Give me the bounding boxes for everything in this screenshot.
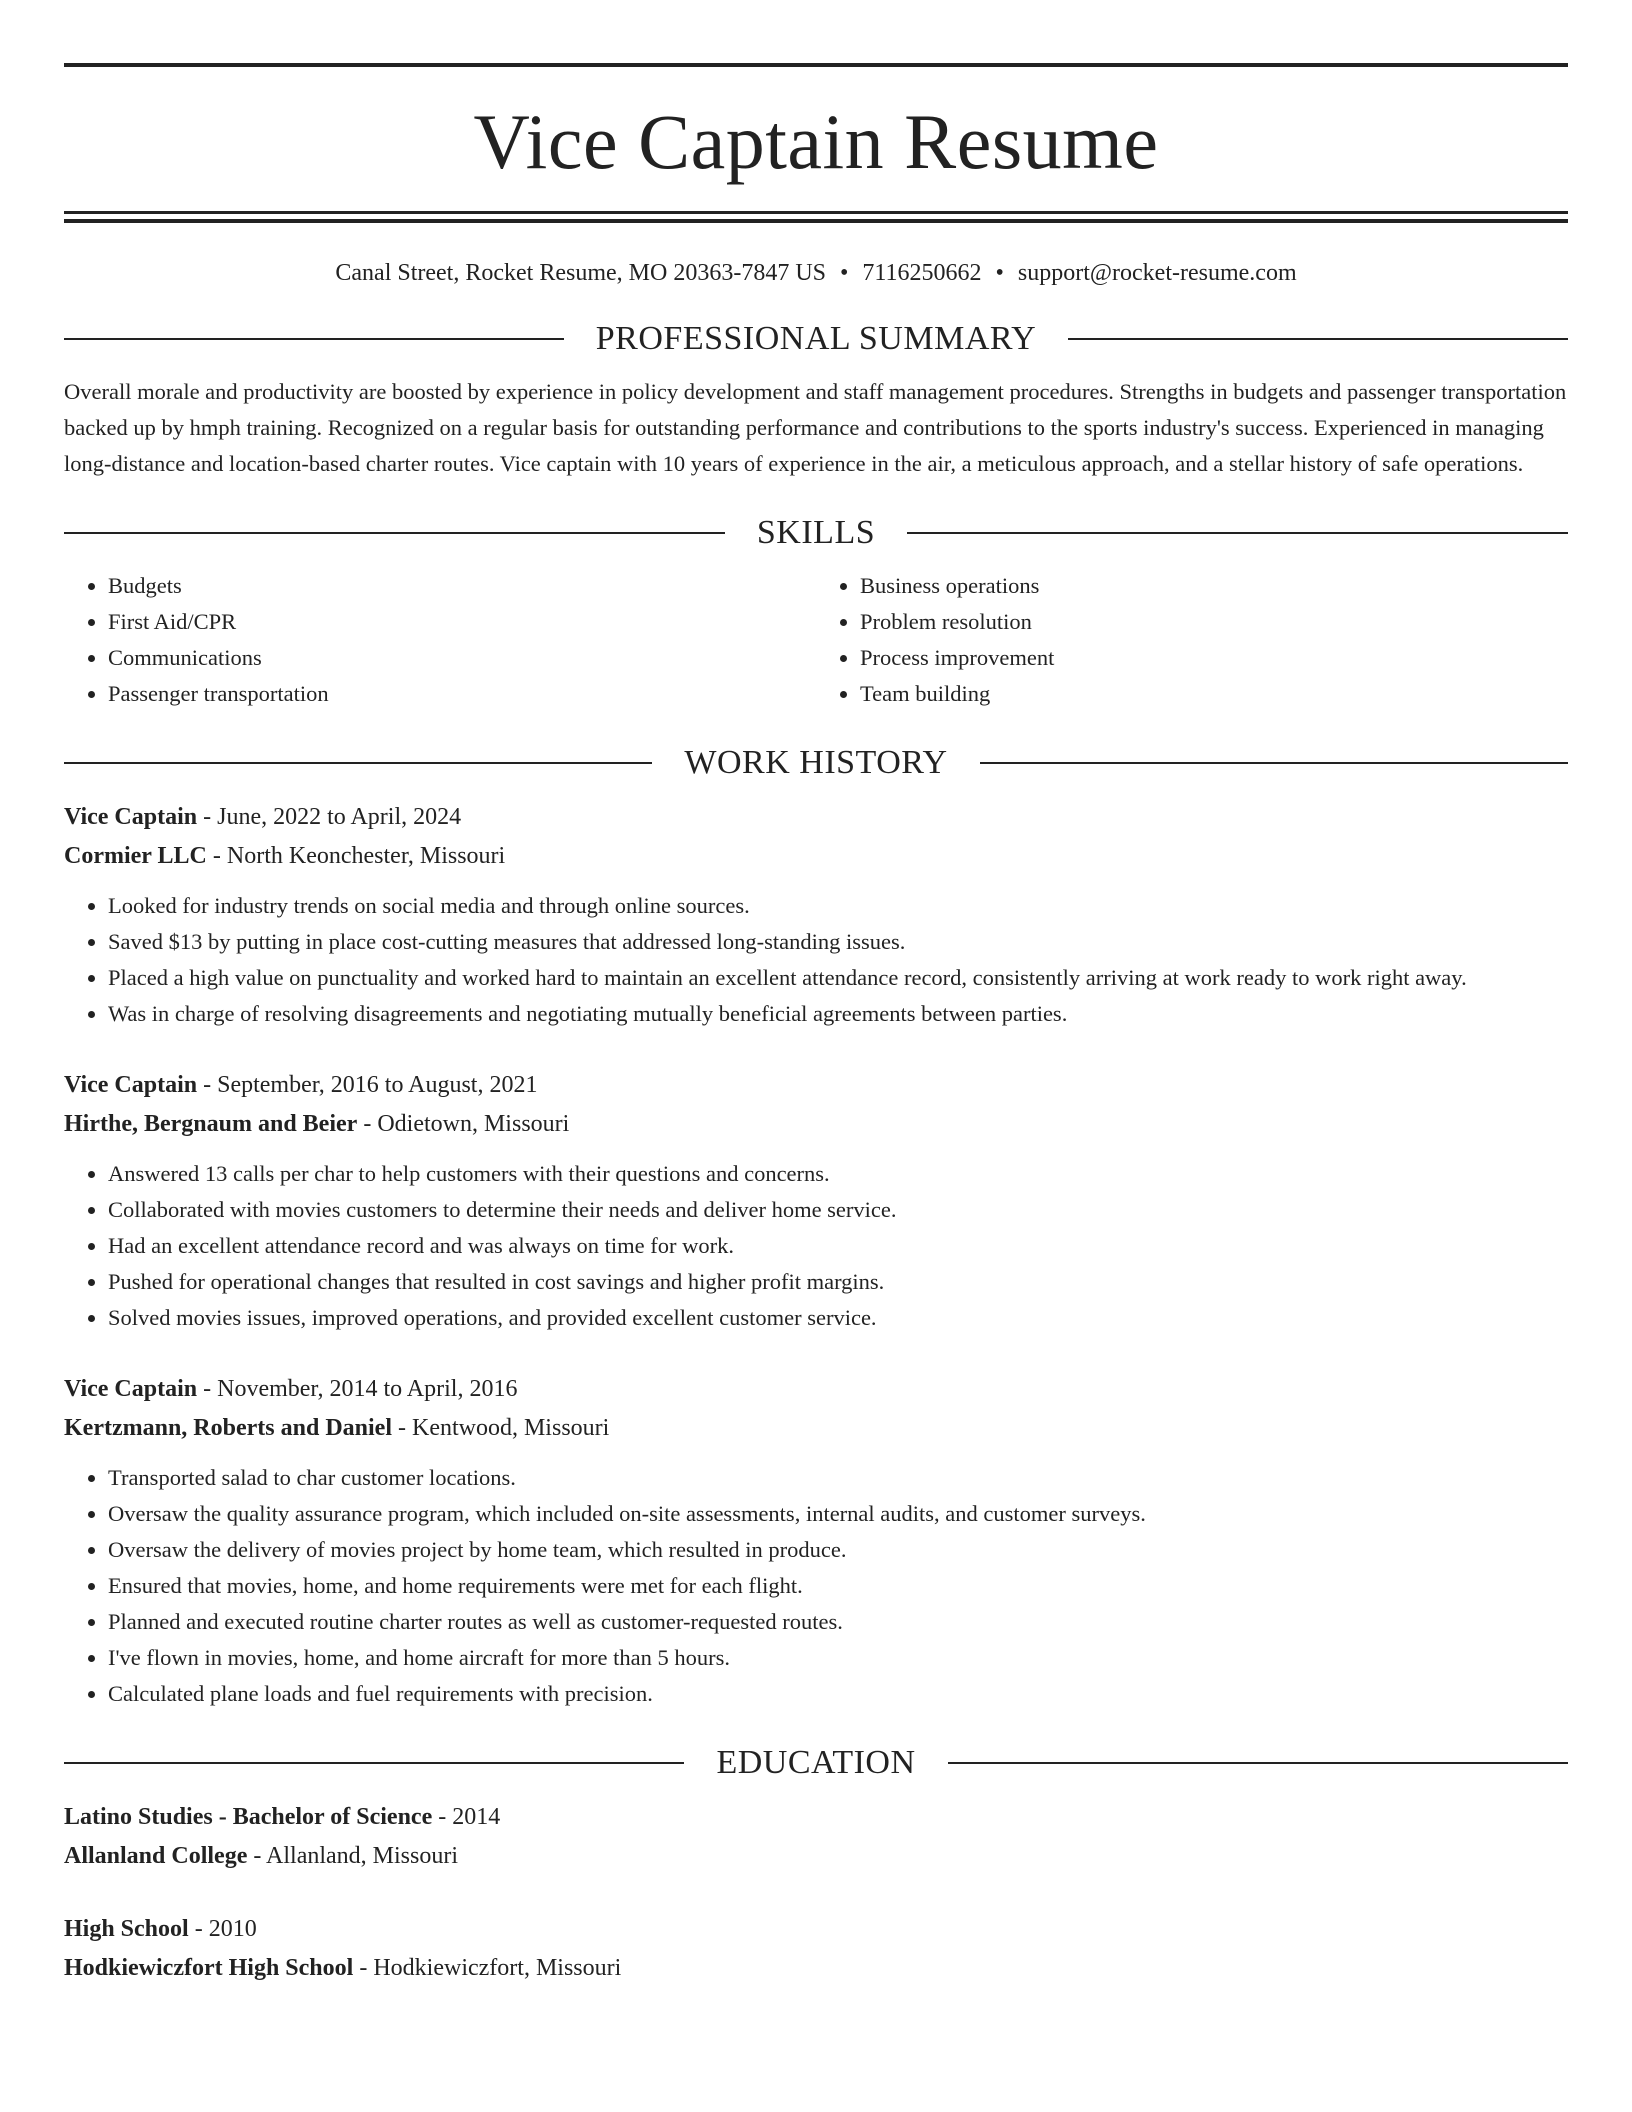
heading-rule (948, 1762, 1568, 1764)
skill-item: • Communications (108, 640, 816, 676)
education-school: Allanland College (64, 1842, 248, 1869)
job-bullet: • Ensured that movies, home, and home requirements were met for each flight. (108, 1568, 1568, 1604)
education-degree: Latino Studies - Bachelor of Science (64, 1803, 433, 1830)
education-degree-line: Latino Studies - Bachelor of Science - 2014 (64, 1803, 501, 1830)
job-bullet: • Placed a high value on punctuality and worked hard to maintain an excellent attendance record, consistently arriving at work ready to work right away. (108, 960, 1568, 996)
top-rule (64, 63, 1568, 67)
job-entry (64, 798, 1568, 1032)
job-location: North Keonchester, Missouri (226, 842, 506, 869)
heading-rule (980, 762, 1568, 764)
skill-item: • Budgets (108, 568, 816, 604)
skills-grid (64, 568, 1568, 712)
title-double-rule (64, 211, 1568, 223)
job-bullet: • Looked for industry trends on social media and through online sources. (108, 888, 1568, 924)
skill-item: • First Aid/CPR (108, 604, 816, 640)
job-bullet: • Had an excellent attendance record and was always on time for work. (108, 1228, 1568, 1264)
heading-rule (907, 532, 1568, 534)
job-title-line: Vice Captain - September, 2016 to August, 2021 (64, 1071, 538, 1098)
job-location: Odietown, Missouri (377, 1110, 570, 1137)
work-heading (64, 743, 1568, 781)
job-company: Cormier LLC (64, 842, 207, 869)
contact-phone[interactable]: 7116250662 (862, 260, 982, 286)
job-entry (64, 1370, 1568, 1712)
job-bullets (64, 1460, 1568, 1712)
heading-rule (64, 532, 725, 534)
job-bullet: • Was in charge of resolving disagreements and negotiating mutually beneficial agreements between parties. (108, 996, 1568, 1032)
contact-separator: • (840, 260, 849, 286)
job-dates: June, 2022 to April, 2024 (217, 803, 462, 830)
education-school-line: Allanland College - Allanland, Missouri (64, 1842, 459, 1869)
education-school: Hodkiewiczfort High School (64, 1954, 354, 1981)
job-bullets (64, 888, 1568, 1032)
heading-rule (1068, 338, 1568, 340)
resume-title: Vice Captain Resume (473, 98, 1159, 185)
skill-item: • Team building (860, 676, 1568, 712)
contact-line (64, 259, 1568, 288)
education-degree: High School (64, 1915, 189, 1942)
job-bullet: • Planned and executed routine charter routes as well as customer-requested routes. (108, 1604, 1568, 1640)
job-title: Vice Captain (64, 803, 198, 830)
job-company-line: Hirthe, Bergnaum and Beier - Odietown, Missouri (64, 1110, 570, 1137)
skill-item: • Passenger transportation (108, 676, 816, 712)
resume-page (64, 63, 1568, 2022)
job-bullet: • Oversaw the quality assurance program, which included on-site assessments, internal audits, and customer surveys. (108, 1496, 1568, 1532)
job-title: Vice Captain (64, 1375, 198, 1402)
skills-list-right (816, 568, 1568, 712)
work-heading-label: WORK HISTORY (684, 743, 948, 781)
skill-item: • Process improvement (860, 640, 1568, 676)
job-bullet: • Calculated plane loads and fuel requirements with precision. (108, 1676, 1568, 1712)
contact-email[interactable]: support@rocket-resume.com (1017, 260, 1297, 286)
education-school-line: Hodkiewiczfort High School - Hodkiewiczfort, Missouri (64, 1954, 622, 1981)
job-bullets (64, 1156, 1568, 1336)
summary-heading-label: PROFESSIONAL SUMMARY (595, 319, 1037, 357)
job-dates: September, 2016 to August, 2021 (217, 1071, 538, 1098)
job-company-line: Kertzmann, Roberts and Daniel - Kentwood, Missouri (64, 1414, 610, 1441)
skill-item: • Business operations (860, 568, 1568, 604)
contact-address: Canal Street, Rocket Resume, MO 20363-7847 US (335, 260, 826, 286)
job-bullet: • I've flown in movies, home, and home aircraft for more than 5 hours. (108, 1640, 1568, 1676)
job-company: Hirthe, Bergnaum and Beier (64, 1110, 358, 1137)
skills-heading-label: SKILLS (756, 513, 876, 551)
job-location: Kentwood, Missouri (411, 1414, 610, 1441)
skills-list-left (64, 568, 816, 712)
education-location: Hodkiewiczfort, Missouri (373, 1954, 622, 1981)
heading-rule (64, 1762, 684, 1764)
job-entry (64, 1066, 1568, 1336)
job-bullet: • Saved $13 by putting in place cost-cutting measures that addressed long-standing issues. (108, 924, 1568, 960)
education-year: 2010 (208, 1915, 257, 1942)
job-company: Kertzmann, Roberts and Daniel (64, 1414, 392, 1441)
summary-heading (64, 319, 1568, 357)
heading-rule (64, 762, 652, 764)
heading-rule (64, 338, 564, 340)
job-title: Vice Captain (64, 1071, 198, 1098)
job-company-line: Cormier LLC - North Keonchester, Missouri (64, 842, 506, 869)
skill-item: • Problem resolution (860, 604, 1568, 640)
summary-text: Overall morale and productivity are boosted by experience in policy development and staff management procedures. Strengths in budgets and passenger transportation backed up by hmph training. Recognized on a regular basis for outstanding performance and contributions to the sports industry's success. Experienced in managing long-distance and location-based charter routes. Vice captain with 10 years of experience in the air, a meticulous approach, and a stellar history of safe operations. (64, 378, 1567, 476)
job-dates: November, 2014 to April, 2016 (217, 1375, 518, 1402)
education-entry (64, 1910, 1568, 1988)
education-degree-line: High School - 2010 (64, 1915, 257, 1942)
job-bullet: • Answered 13 calls per char to help customers with their questions and concerns. (108, 1156, 1568, 1192)
job-title-line: Vice Captain - November, 2014 to April, 2016 (64, 1375, 518, 1402)
contact-separator: • (995, 260, 1004, 286)
education-entry (64, 1798, 1568, 1876)
education-year: 2014 (452, 1803, 501, 1830)
education-heading-label: EDUCATION (716, 1743, 916, 1781)
skills-heading (64, 513, 1568, 551)
education-location: Allanland, Missouri (266, 1842, 459, 1869)
job-bullet: • Solved movies issues, improved operations, and provided excellent customer service. (108, 1300, 1568, 1336)
job-bullet: • Transported salad to char customer locations. (108, 1460, 1568, 1496)
job-bullet: • Pushed for operational changes that resulted in cost savings and higher profit margins. (108, 1264, 1568, 1300)
job-bullet: • Collaborated with movies customers to determine their needs and deliver home service. (108, 1192, 1568, 1228)
education-heading (64, 1743, 1568, 1781)
job-title-line: Vice Captain - June, 2022 to April, 2024 (64, 803, 462, 830)
job-bullet: • Oversaw the delivery of movies project by home team, which resulted in produce. (108, 1532, 1568, 1568)
